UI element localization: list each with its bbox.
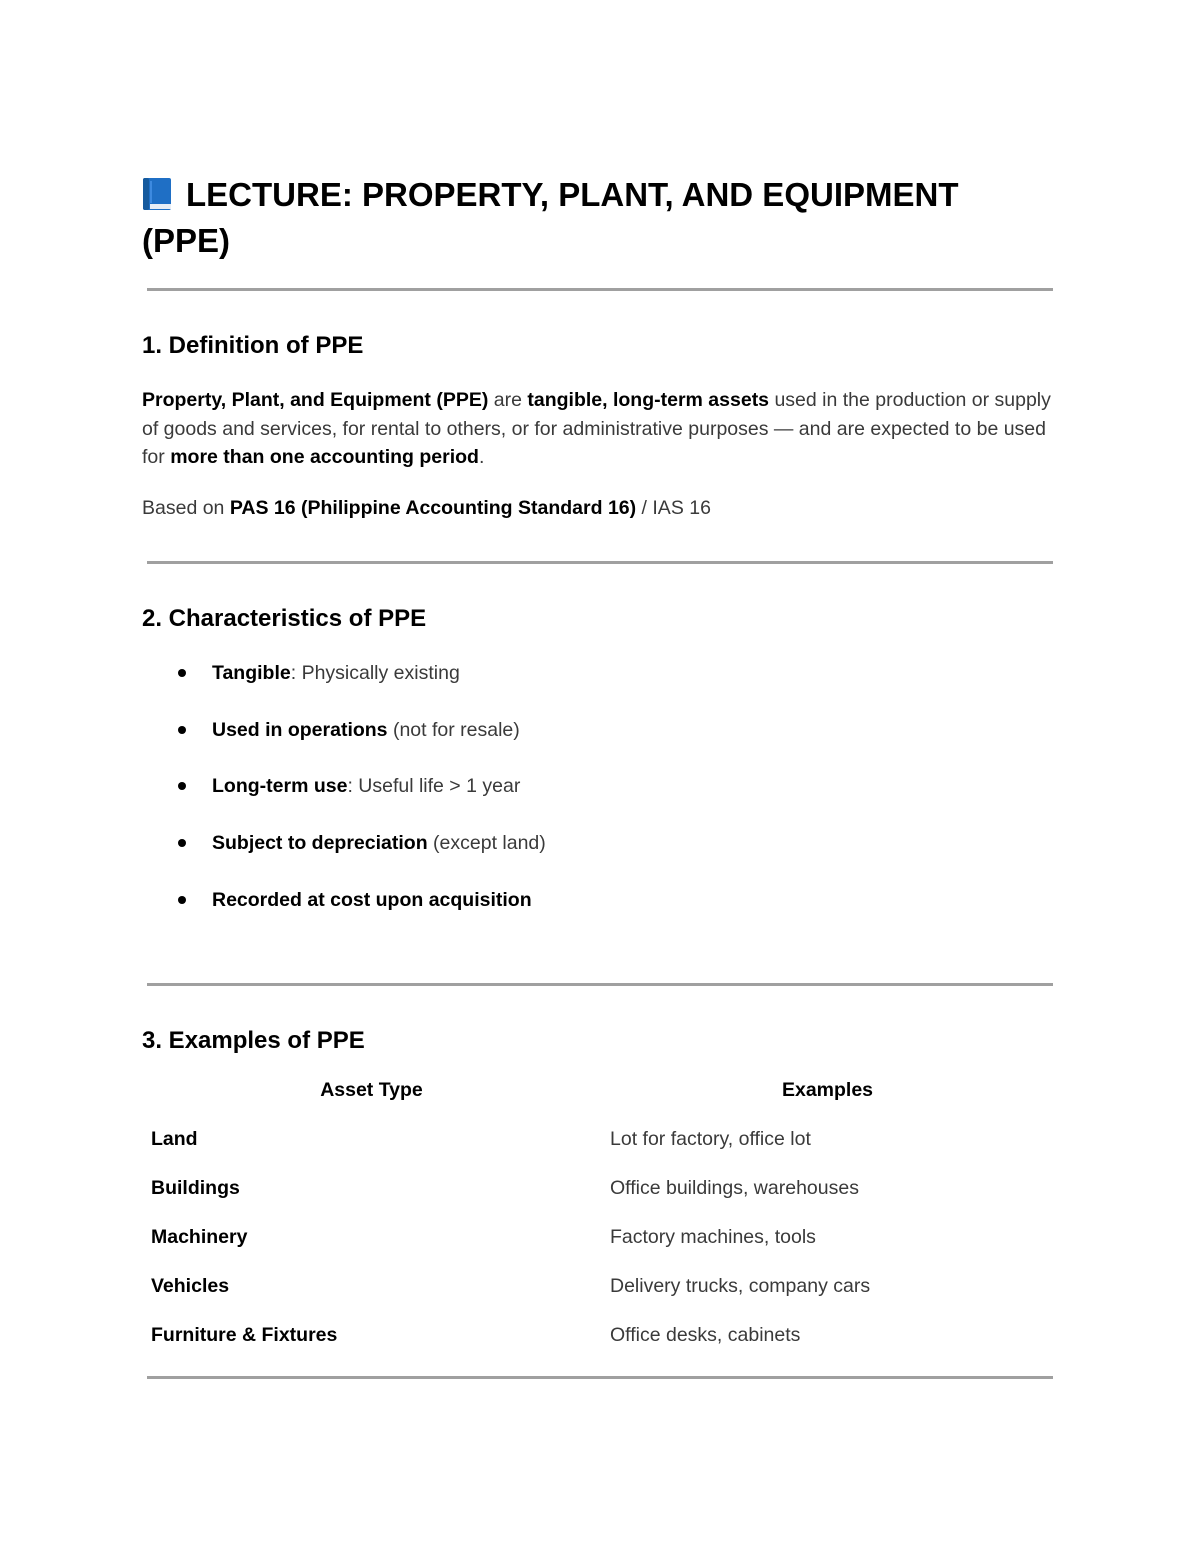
section-divider [147, 1376, 1053, 1379]
section-heading-definition: 1. Definition of PPE [142, 332, 364, 359]
standard-reference [142, 494, 1054, 523]
definition-text: are [488, 389, 528, 411]
asset-type-cell: Buildings [151, 1177, 240, 1199]
list-item [142, 769, 546, 826]
section-divider [147, 288, 1053, 291]
examples-cell: Office buildings, warehouses [610, 1177, 859, 1199]
standard-prefix: Based on [142, 497, 230, 519]
blue-book-icon [142, 177, 172, 211]
item-term: Recorded at cost upon acquisition [212, 888, 532, 911]
examples-table [142, 1066, 1054, 1360]
item-detail: (except land) [427, 832, 546, 855]
definition-text: used in the production or supply of goods and services, for rental to others, or for administrative purposes — and are expected to be used for [142, 389, 1051, 468]
definition-emphasis: more than one accounting period [170, 446, 479, 468]
page-title-text: LECTURE: PROPERTY, PLANT, AND EQUIPMENT (PPE) [142, 176, 959, 259]
bullet-icon [178, 669, 186, 677]
item-detail: : Useful life > 1 year [347, 775, 521, 798]
asset-type-cell: Vehicles [151, 1275, 230, 1297]
asset-type-cell: Land [151, 1128, 198, 1150]
table-row [142, 1311, 1054, 1360]
bullet-icon [178, 726, 186, 734]
item-term: Tangible [212, 662, 291, 684]
definition-text: . [478, 446, 485, 468]
bullet-icon [178, 839, 186, 847]
list-item [142, 883, 546, 940]
table-header-row [142, 1066, 1054, 1115]
item-detail: : Physically existing [290, 662, 460, 684]
definition-paragraph [142, 386, 1054, 472]
bullet-icon [178, 896, 186, 904]
list-item [142, 713, 546, 770]
item-term: Used in operations [212, 718, 388, 741]
examples-cell: Lot for factory, office lot [610, 1128, 811, 1150]
item-detail: (not for resale) [387, 718, 520, 741]
bullet-icon [178, 782, 186, 790]
section-heading-characteristics: 2. Characteristics of PPE [142, 605, 427, 632]
standard-suffix: / IAS 16 [636, 497, 711, 519]
asset-type-cell: Machinery [151, 1226, 248, 1248]
examples-cell: Factory machines, tools [610, 1226, 816, 1248]
column-header-asset-type: Asset Type [320, 1079, 423, 1101]
table-row [142, 1262, 1054, 1311]
section-divider [147, 983, 1053, 986]
definition-emphasis: tangible, long-term assets [527, 389, 770, 411]
standard-name: PAS 16 (Philippine Accounting Standard 16) [229, 497, 637, 519]
list-item [142, 656, 546, 713]
item-term: Subject to depreciation [212, 832, 428, 855]
list-item [142, 826, 546, 883]
table-row [142, 1213, 1054, 1262]
characteristics-list [142, 656, 546, 939]
section-divider [147, 561, 1053, 564]
table-row [142, 1164, 1054, 1213]
asset-type-cell: Furniture & Fixtures [151, 1324, 338, 1346]
item-term: Long-term use [212, 775, 348, 798]
examples-cell: Office desks, cabinets [610, 1324, 801, 1346]
examples-cell: Delivery trucks, company cars [610, 1275, 871, 1297]
page-title [142, 172, 1042, 264]
table-row [142, 1115, 1054, 1164]
definition-term: Property, Plant, and Equipment (PPE) [142, 389, 489, 411]
section-heading-examples: 3. Examples of PPE [142, 1027, 365, 1054]
column-header-examples: Examples [781, 1079, 874, 1101]
